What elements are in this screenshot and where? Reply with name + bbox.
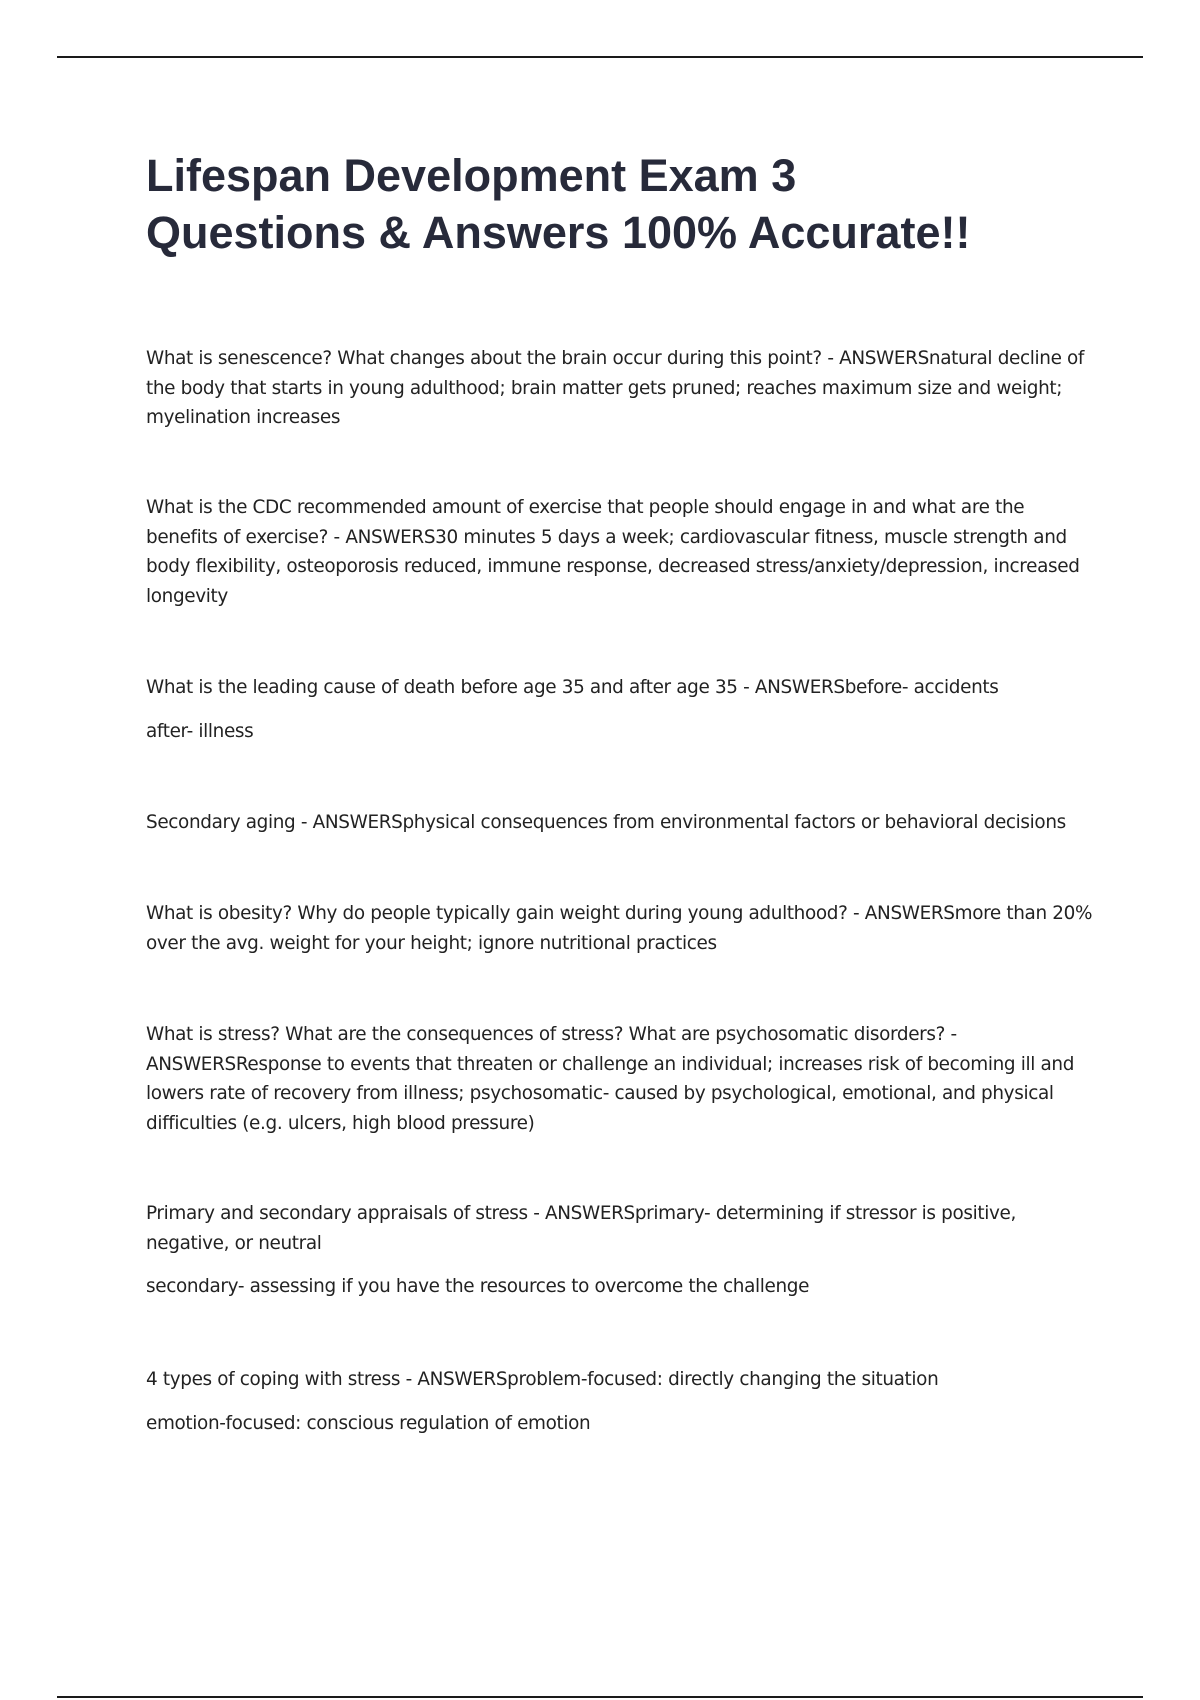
- qa-text: Primary and secondary appraisals of stress - ANSWERSprimary- determining if stressor is positive, negative, or neutral: [146, 1203, 1016, 1254]
- qa-text: What is obesity? Why do people typically gain weight during young adulthood? - ANSWERSmore than 20% over the avg. weight for your height; ignore nutritional practices: [146, 903, 1093, 954]
- qa-item-1: [146, 344, 1096, 433]
- qa-text: Secondary aging - ANSWERSphysical consequences from environmental factors or behavioral decisions: [146, 812, 1066, 833]
- title-line-1: Lifespan Development Exam 3: [146, 150, 797, 201]
- qa-item-7: [146, 1199, 1096, 1302]
- qa-text: What is the leading cause of death before age 35 and after age 35 - ANSWERSbefore- accidents: [146, 677, 999, 698]
- qa-text-continued: emotion-focused: conscious regulation of emotion: [146, 1412, 591, 1434]
- qa-item-5: [146, 899, 1096, 958]
- title-line-2: Questions & Answers 100% Accurate!!: [146, 207, 971, 258]
- qa-item-8: [146, 1365, 1096, 1438]
- document-title: [146, 147, 1106, 261]
- qa-text: What is senescence? What changes about the brain occur during this point? - ANSWERSnatural decline of the body that starts in young adulthood; brain matter gets pruned; reaches maximum size and weight; myelination increases: [146, 348, 1085, 428]
- qa-text: 4 types of coping with stress - ANSWERSproblem-focused: directly changing the situation: [146, 1369, 939, 1390]
- qa-item-2: [146, 493, 1096, 611]
- qa-item-6: [146, 1020, 1096, 1138]
- qa-text-continued: after- illness: [146, 720, 254, 742]
- header-rule: [57, 56, 1143, 58]
- qa-item-4: [146, 808, 1096, 838]
- qa-text: What is the CDC recommended amount of exercise that people should engage in and what are the benefits of exercise? - ANSWERS30 minutes 5 days a week; cardiovascular fitness, muscle strength and body flexibility, osteoporosis reduced, immune response, decreased stress/anxiety/depression, increased longevity: [146, 497, 1080, 607]
- qa-text-continued: secondary- assessing if you have the resources to overcome the challenge: [146, 1276, 810, 1297]
- qa-text: What is stress? What are the consequences of stress? What are psychosomatic disorders? - ANSWERSResponse to events that threaten or challenge an individual; increases risk of becoming ill and lowers rate of recovery from illness; psychosomatic- caused by psychological, emotional, and physical difficulties (e.g. ulcers, high blood pressure): [146, 1024, 1075, 1134]
- footer-rule: [57, 1696, 1143, 1698]
- qa-item-3: [146, 673, 1096, 746]
